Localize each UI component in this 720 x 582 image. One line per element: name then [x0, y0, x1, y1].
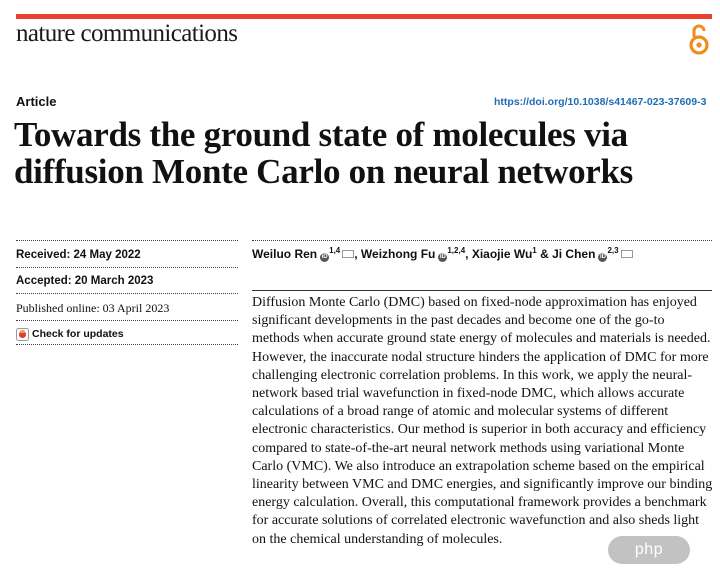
abstract-divider: [252, 290, 712, 291]
author-affiliation: 1,2,4: [447, 246, 466, 255]
check-for-updates-icon: [16, 328, 29, 341]
check-for-updates-button[interactable]: [16, 326, 124, 342]
author-name[interactable]: Ji Chen: [552, 247, 596, 261]
author-separator: &: [536, 247, 553, 261]
divider: [16, 267, 238, 268]
watermark-badge: php: [608, 536, 690, 564]
author-affiliation: 1,4: [329, 246, 341, 255]
accepted-date: Accepted: 20 March 2023: [16, 275, 154, 287]
abstract-text: Diffusion Monte Carlo (DMC) based on fixed-node approximation has enjoyed significant developments in the past decades and become one of the go-to methods when accurate ground state energy of molecules and materials is needed. However, the inaccurate nodal structure hinders the application of DMC for more challenging electronic correlation problems. In this work, we apply the neural-network based trial wavefunction in fixed-node DMC, which allows accurate calculations of a broad range of atomic and molecular systems of different electronic characteristics. Our method is superior in both accuracy and efficiency compared to state-of-the-art neural network methods using variational Monte Carlo (VMC). We also introduce an extrapolation scheme based on the empirical linearity between VMC and DMC energies, and significantly improve our binding energy calculation. Overall, this computational framework provides a benchmark for accurate solutions of correlated electronic wavefunction and also sheds light on the chemical understanding of molecules.: [252, 295, 713, 547]
divider: [16, 344, 238, 345]
article-dates-column: [16, 240, 238, 340]
author-name[interactable]: Weizhong Fu: [360, 247, 436, 261]
orcid-icon[interactable]: iD: [599, 254, 606, 260]
author-name[interactable]: Xiaojie Wu: [471, 247, 533, 261]
divider: [16, 240, 238, 241]
orcid-icon[interactable]: iD: [321, 254, 328, 260]
article-main-column: [252, 240, 713, 547]
check-for-updates-label: Check for updates: [32, 328, 124, 340]
received-date: Received: 24 May 2022: [16, 249, 141, 261]
top-accent-bar: [16, 14, 712, 19]
email-icon[interactable]: [342, 250, 354, 258]
divider: [252, 240, 712, 241]
email-icon[interactable]: [621, 250, 633, 258]
published-date: Published online: 03 April 2023: [16, 301, 170, 315]
author-affiliation: 1: [532, 246, 537, 255]
author-list: [252, 246, 633, 262]
author-separator: ,: [465, 247, 472, 261]
author-separator: ,: [354, 247, 361, 261]
divider: [16, 320, 238, 321]
article-title: Towards the ground state of molecules via diffusion Monte Carlo on neural networks: [14, 115, 633, 191]
journal-name: nature communications: [16, 20, 238, 47]
orcid-icon[interactable]: iD: [439, 254, 446, 260]
divider: [16, 293, 238, 294]
article-type-label: Article: [16, 94, 57, 109]
author-affiliation: 2,3: [607, 246, 619, 255]
author-name[interactable]: Weiluo Ren: [252, 247, 318, 261]
open-access-icon: [688, 22, 710, 56]
doi-link[interactable]: https://doi.org/10.1038/s41467-023-37609-3: [494, 96, 707, 108]
